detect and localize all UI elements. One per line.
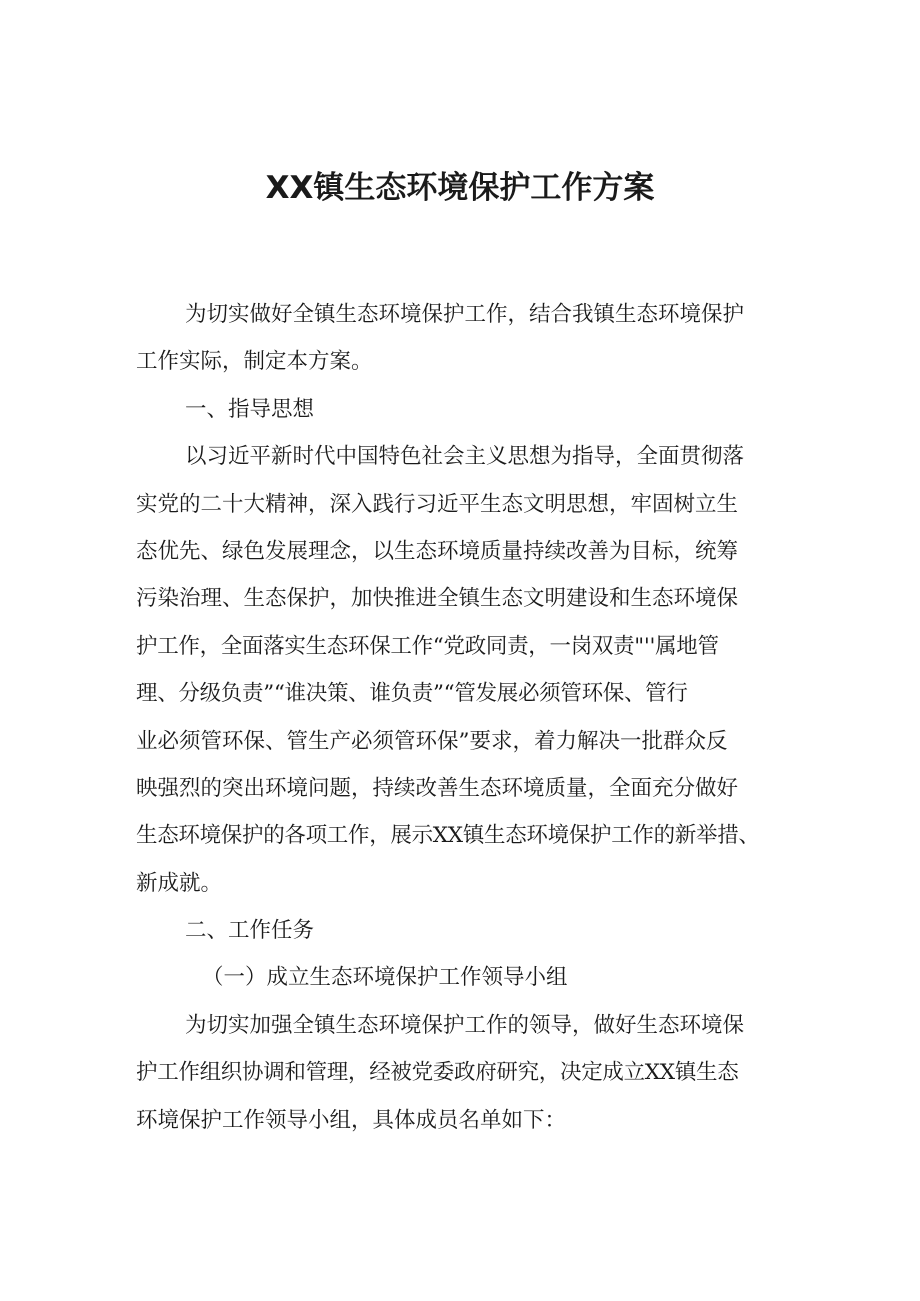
subsection-heading: （一）成立生态环境保护工作领导小组 xyxy=(202,965,568,991)
paragraph-line: 业必须管环保、管生产必须管环保”要求，着力解决一批群众反 xyxy=(136,728,728,754)
paragraph-line: 以习近平新时代中国特色社会主义思想为指导，全面贯彻落 xyxy=(185,444,745,470)
paragraph-line: 环境保护工作领导小组，具体成员名单如下： xyxy=(136,1107,567,1133)
paragraph-line: 为切实做好全镇生态环境保护工作，结合我镇生态环境保护 xyxy=(185,302,745,327)
paragraph-line: 生态环境保护的各项工作，展示XX镇生态环境保护工作的新举措、 xyxy=(136,823,760,849)
document-body xyxy=(136,291,796,1144)
paragraph-line: 工作实际，制定本方案。 xyxy=(136,349,373,375)
section-heading: 一、指导思想 xyxy=(185,396,315,422)
paragraph-line: 为切实加强全镇生态环境保护工作的领导，做好生态环境保 xyxy=(185,1012,745,1038)
paragraph-line: 映强烈的突出环境问题，持续改善生态环境质量，全面充分做好 xyxy=(136,775,739,801)
paragraph-line: 态优先、绿色发展理念，以生态环境质量持续改善为目标，统筹 xyxy=(136,538,739,564)
document-title: XX镇生态环境保护工作方案 xyxy=(265,170,655,206)
paragraph-line: 污染治理、生态保护，加快推进全镇生态文明建设和生态环境保 xyxy=(136,586,739,612)
paragraph-line: 护工作，全面落实生态环保工作“党政同责，一岗双责"''属地管 xyxy=(136,633,719,659)
paragraph-line: 实党的二十大精神，深入践行习近平生态文明思想，牢固树立生 xyxy=(136,491,739,517)
section-heading: 二、工作任务 xyxy=(185,918,315,944)
paragraph-line: 新成就。 xyxy=(136,870,223,896)
paragraph-line: 护工作组织协调和管理，经被党委政府研究，决定成立XX镇生态 xyxy=(136,1060,739,1086)
paragraph-line: 理、分级负责”“谁决策、谁负责”“管发展必须管环保、管行 xyxy=(136,681,688,707)
